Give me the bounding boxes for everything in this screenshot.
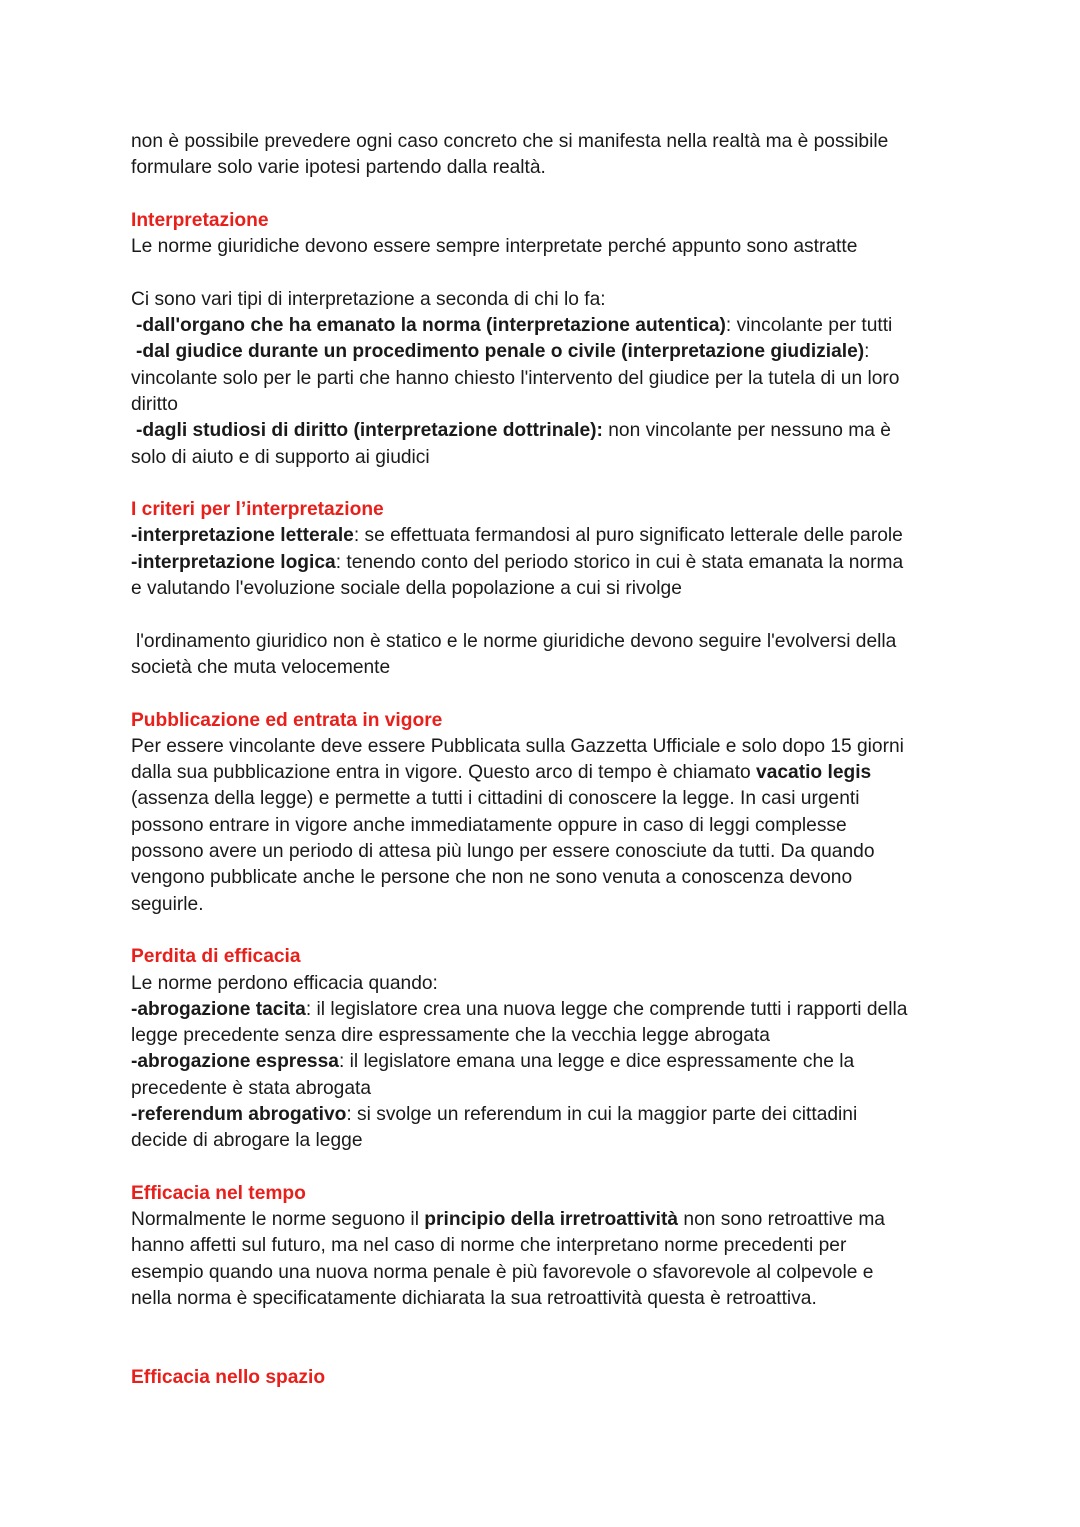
heading-interpretazione: Interpretazione [131, 209, 269, 231]
tempo-line-1: Normalmente le norme seguono il principio della irretroattività non sono retroattive ma [131, 1209, 885, 1231]
heading-spazio: Efficacia nello spazio [131, 1366, 326, 1388]
term-dottrinale: -dagli studiosi di diritto (interpretazione dottrinale): [136, 420, 603, 442]
interpretazione-type-dottrinale: -dagli studiosi di diritto (interpretazione dottrinale): non vincolante per nessuno ma è [136, 420, 891, 442]
term-referendum-abrogativo: -referendum abrogativo [131, 1103, 347, 1125]
term-autentica: -dall'organo che ha emanato la norma (interpretazione autentica) [136, 315, 726, 337]
tempo-line-3: esempio quando una nuova norma penale è più favorevole o sfavorevole al colpevole e [131, 1261, 874, 1283]
interpretazione-giudiziale-line-3: diritto [131, 393, 178, 415]
interpretazione-giudiziale-line-2: vincolante solo per le parti che hanno chiesto l'intervento del giudice per la tutela di un loro [131, 367, 900, 389]
intro-line-1: non è possibile prevedere ogni caso concreto che si manifesta nella realtà ma è possibile [131, 131, 889, 152]
criterio-logica-line-2: e valutando l'evoluzione sociale della popolazione a cui si rivolge [131, 578, 682, 600]
term-giudiziale: -dal giudice durante un procedimento penale o civile (interpretazione giudiziale) [136, 341, 865, 363]
pubblicazione-line-7: seguirle. [131, 893, 204, 915]
term-vacatio-legis: vacatio legis [756, 762, 872, 784]
interpretazione-dottrinale-line-2: solo di aiuto e di supporto ai giudici [131, 446, 430, 468]
term-abrogazione-tacita: -abrogazione tacita [131, 998, 306, 1020]
term-irretroattivita: principio della irretroattività [424, 1209, 679, 1231]
interpretazione-paragraph: Le norme giuridiche devono essere sempre interpretate perché appunto sono astratte [131, 236, 858, 258]
referendum-abrogativo: -referendum abrogativo: si svolge un referendum in cui la maggior parte dei cittadini [131, 1103, 858, 1125]
heading-perdita: Perdita di efficacia [131, 946, 301, 968]
abrogazione-espressa: -abrogazione espressa: il legislatore emana una legge e dice espressamente che la [131, 1051, 855, 1073]
criterio-letterale: -interpretazione letterale: se effettuata fermandosi al puro significato letterale delle parole [131, 525, 903, 547]
pubblicazione-line-1: Per essere vincolante deve essere Pubblicata sulla Gazzetta Ufficiale e solo dopo 15 giorni [131, 735, 904, 757]
abrogazione-tacita: -abrogazione tacita: il legislatore crea una nuova legge che comprende tutti i rapporti della [131, 998, 908, 1020]
criterio-logica: -interpretazione logica: tenendo conto del periodo storico in cui è stata emanata la norma [131, 551, 904, 573]
interpretazione-types-intro: Ci sono vari tipi di interpretazione a seconda di chi lo fa: [131, 288, 606, 310]
heading-pubblicazione: Pubblicazione ed entrata in vigore [131, 709, 443, 731]
intro-line-2: formulare solo varie ipotesi partendo dalla realtà. [131, 157, 546, 179]
tempo-line-4: nella norma è specificatamente dichiarata la sua retroattività questa è retroattiva. [131, 1288, 817, 1310]
referendum-abrogativo-line-2: decide di abrogare la legge [131, 1130, 363, 1152]
pubblicazione-line-4: possono entrare in vigore anche immediatamente oppure in caso di leggi complesse [131, 814, 847, 836]
pubblicazione-line-5: possono avere un periodo di attesa più lungo per essere conosciute da tutti. Da quando [131, 841, 875, 863]
pubblicazione-line-6: vengono pubblicate anche le persone che non ne sono venuta a conoscenza devono [131, 867, 853, 889]
heading-criteri: I criteri per l’interpretazione [131, 499, 384, 521]
perdita-intro: Le norme perdono efficacia quando: [131, 972, 438, 994]
ordinamento-note-line-1: l'ordinamento giuridico non è statico e le norme giuridiche devono seguire l'evolversi della [136, 630, 897, 652]
document-page [131, 129, 971, 1391]
abrogazione-tacita-line-2: legge precedente senza dire espressamente che la vecchia legge abrogata [131, 1025, 770, 1047]
term-letterale: -interpretazione letterale [131, 525, 354, 547]
heading-tempo: Efficacia nel tempo [131, 1182, 306, 1204]
term-abrogazione-espressa: -abrogazione espressa [131, 1051, 339, 1073]
interpretazione-type-autentica: -dall'organo che ha emanato la norma (interpretazione autentica): vincolante per tutti [136, 315, 893, 337]
term-logica: -interpretazione logica [131, 551, 336, 573]
pubblicazione-line-3: (assenza della legge) e permette a tutti i cittadini di conoscere la legge. In casi urgenti [131, 788, 860, 810]
tempo-line-2: hanno affetti sul futuro, ma nel caso di norme che interpretano norme precedenti per [131, 1235, 847, 1257]
interpretazione-type-giudiziale: -dal giudice durante un procedimento penale o civile (interpretazione giudiziale): [136, 341, 870, 363]
abrogazione-espressa-line-2: precedente è stata abrogata [131, 1077, 372, 1099]
ordinamento-note-line-2: società che muta velocemente [131, 656, 391, 678]
pubblicazione-line-2: dalla sua pubblicazione entra in vigore. Questo arco di tempo è chiamato vacatio legis [131, 762, 872, 784]
